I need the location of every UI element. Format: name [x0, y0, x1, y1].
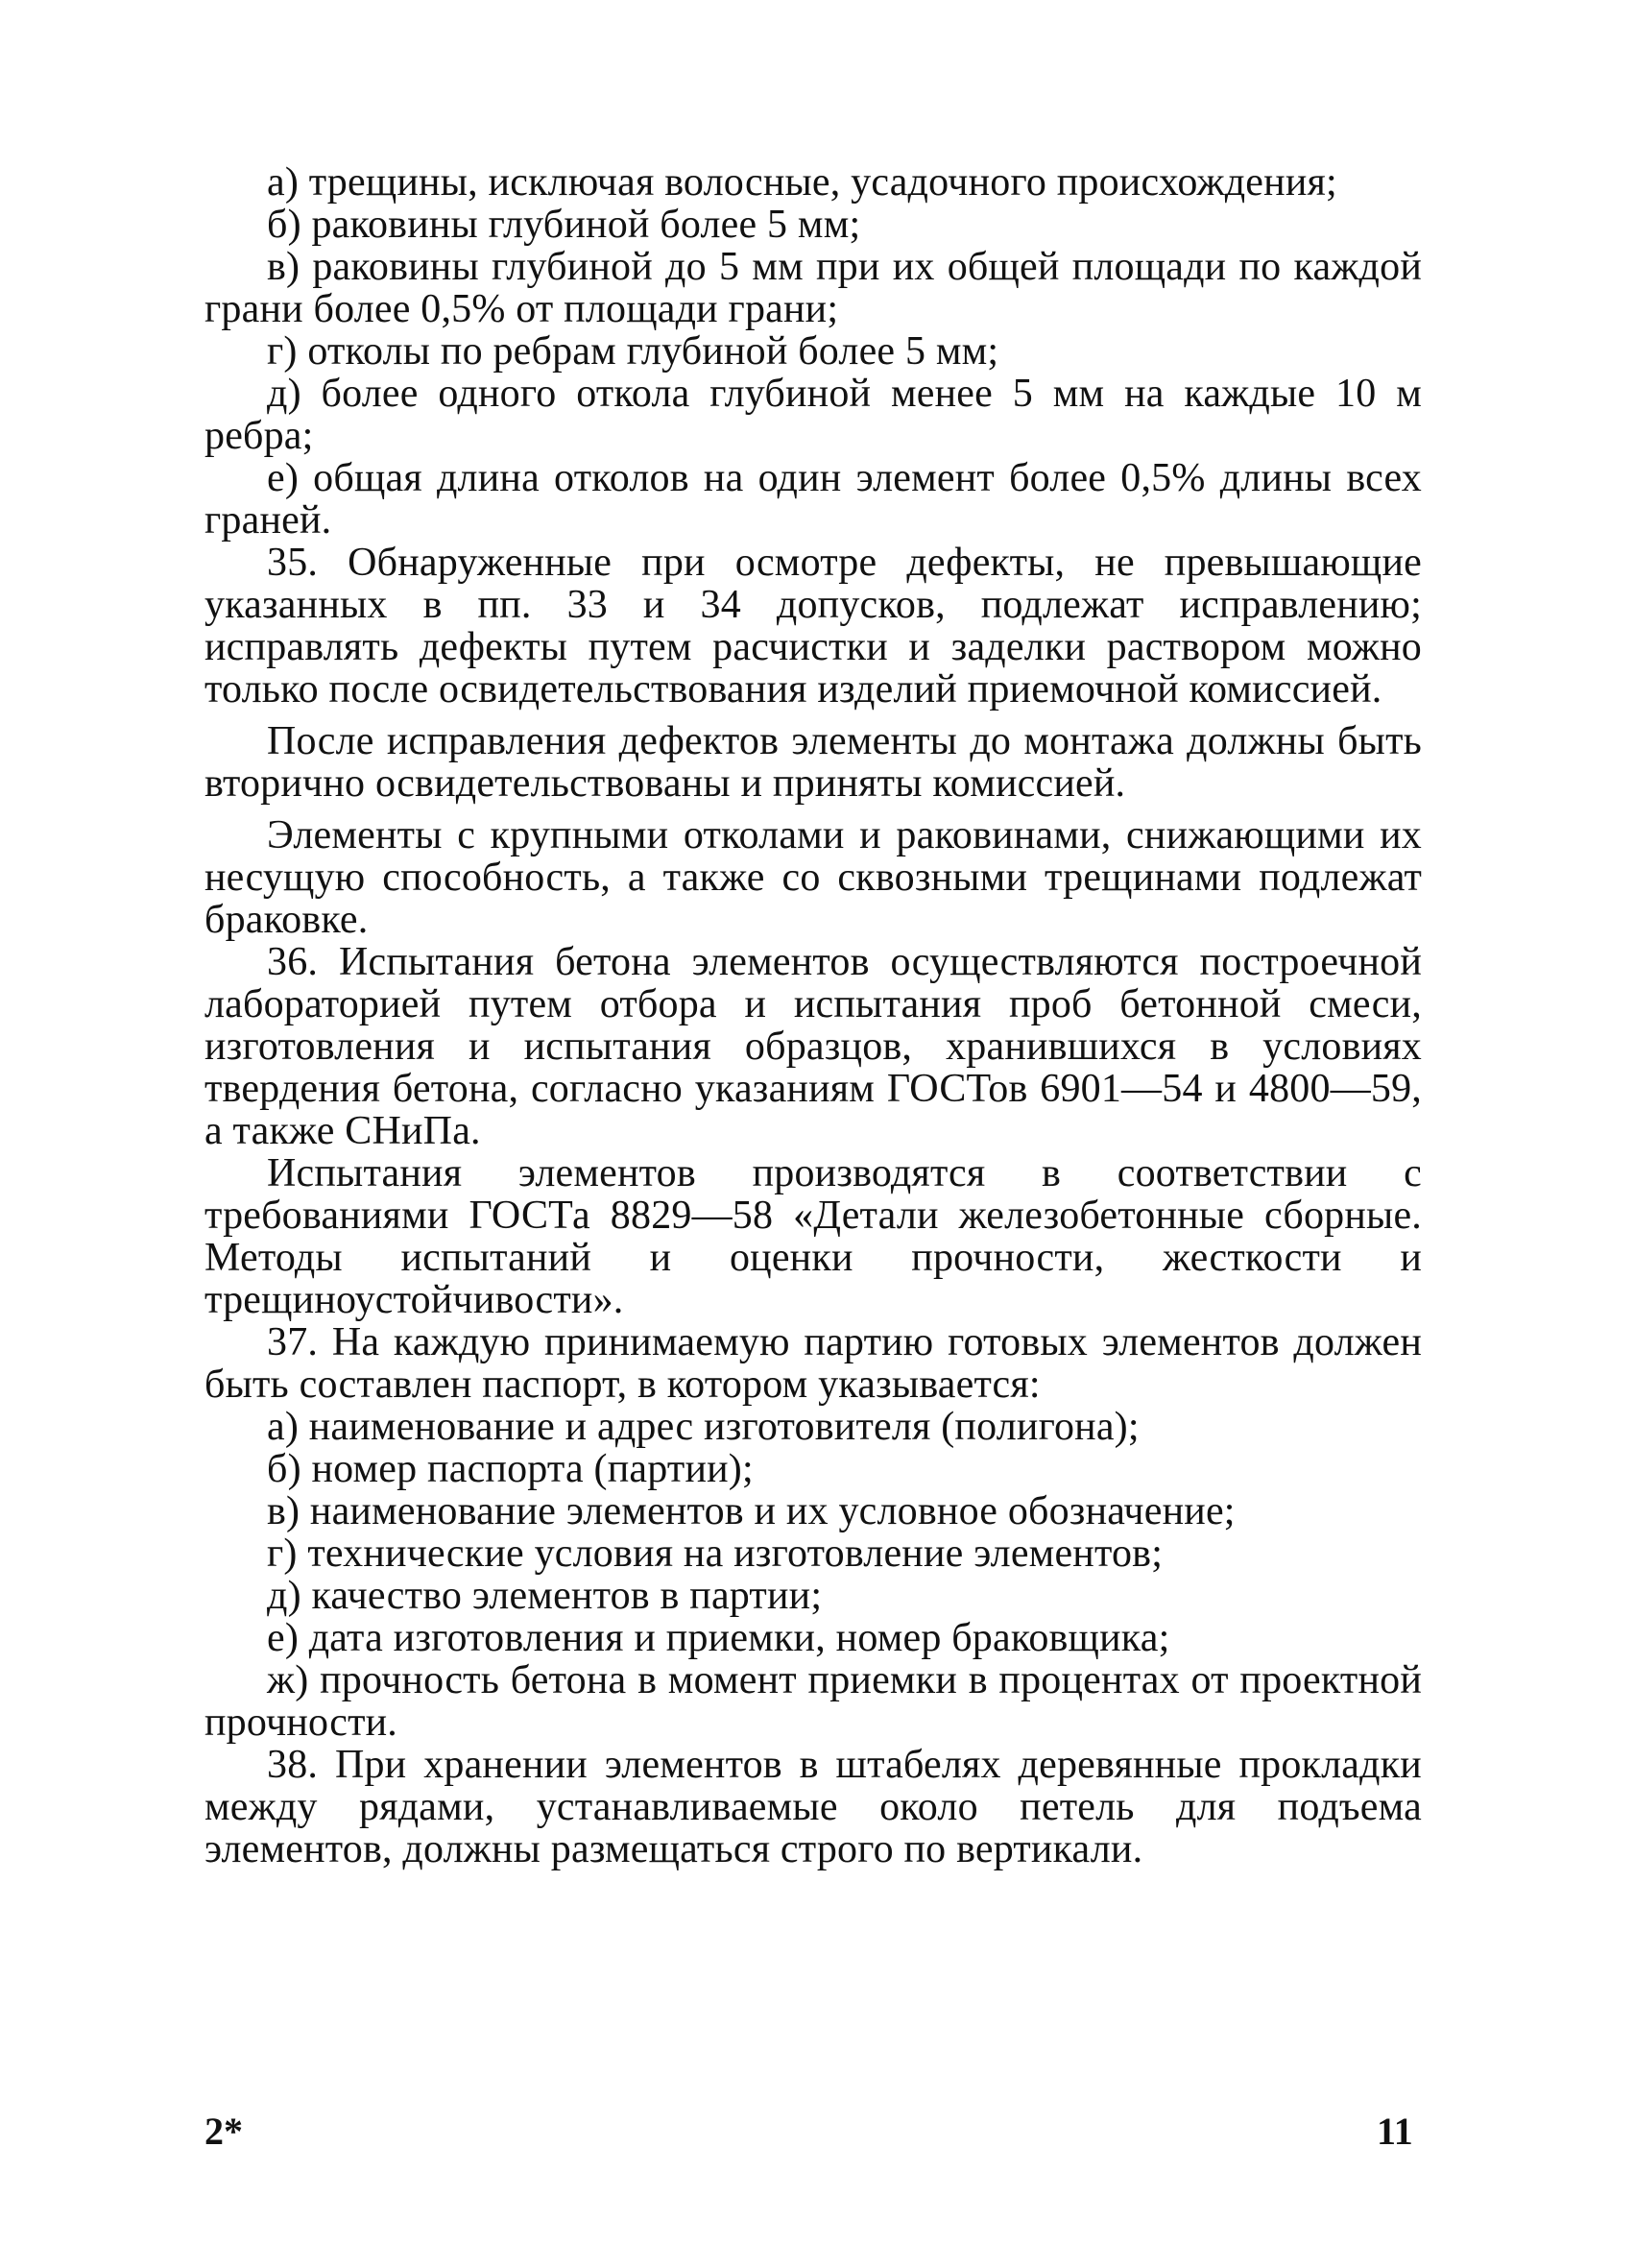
section-37-paragraph: 37. На каждую принимаемую партию готовых элементов должен быть составлен паспорт, в котором указывается:	[204, 1320, 1422, 1407]
section-36-paragraph: 36. Испытания бетона элементов осуществляются построечной лабораторией путем отбора и испытания проб бетонной смеси, изготовления и испытания образцов, хранившихся в условиях твердения бетона, согласно указаниям ГОСТов 6901—54 и 4800—59, а также СНиПа.	[204, 940, 1422, 1153]
signature-mark: 2*	[204, 2110, 243, 2153]
list-item-b-cavities-deep: б) раковины глубиной более 5 мм;	[267, 203, 861, 247]
section-38-paragraph: 38. При хранении элементов в штабелях деревянные прокладки между рядами, устанавливаемые около петель для подъема элементов, должны размещаться строго по вертикали.	[204, 1743, 1422, 1871]
section-36-testing-paragraph: Испытания элементов производятся в соответствии с требованиями ГОСТа 8829—58 «Детали железобетонные сборные. Методы испытаний и оценки прочности, жесткости и трещиноустойчивости».	[204, 1151, 1422, 1322]
passport-item-d: д) качество элементов в партии;	[267, 1574, 823, 1618]
passport-item-a: а) наименование и адрес изготовителя (полигона);	[267, 1405, 1140, 1449]
list-item-a-cracks: а) трещины, исключая волосные, усадочного происхождения;	[267, 160, 1337, 205]
list-item-g-chips-edges: г) отколы по ребрам глубиной более 5 мм;	[267, 329, 999, 374]
passport-item-v: в) наименование элементов и их условное обозначение;	[267, 1489, 1236, 1533]
section-35-repair-paragraph: После исправления дефектов элементы до монтажа должны быть вторично освидетельствованы и приняты комиссией.	[204, 719, 1422, 806]
body-text	[204, 161, 1422, 1870]
section-35-reject-paragraph: Элементы с крупными отколами и раковинами, снижающими их несущую способность, а также со сквозными трещинами подлежат браковке.	[204, 813, 1422, 942]
list-item-e-chips-length: е) общая длина отколов на один элемент более 0,5% длины всех граней.	[204, 456, 1422, 543]
passport-item-g: г) технические условия на изготовление элементов;	[267, 1532, 1164, 1576]
section-35-paragraph: 35. Обнаруженные при осмотре дефекты, не превышающие указанных в пп. 33 и 34 допусков, подлежат исправлению; исправлять дефекты путем расчистки и заделки раствором можно только после освидетельствования изделий приемочной комиссией.	[204, 541, 1422, 712]
passport-item-zh: ж) прочность бетона в момент приемки в процентах от проектной прочности.	[204, 1658, 1422, 1745]
passport-item-b: б) номер паспорта (партии);	[267, 1447, 754, 1491]
list-item-v-cavities-area: в) раковины глубиной до 5 мм при их общей площади по каждой грани более 0,5% от площади грани;	[204, 245, 1422, 331]
list-item-d-chips-count: д) более одного откола глубиной менее 5 мм на каждые 10 м ребра;	[204, 372, 1422, 458]
passport-item-e: е) дата изготовления и приемки, номер браковщика;	[267, 1616, 1170, 1660]
page-number: 11	[1377, 2110, 1413, 2153]
